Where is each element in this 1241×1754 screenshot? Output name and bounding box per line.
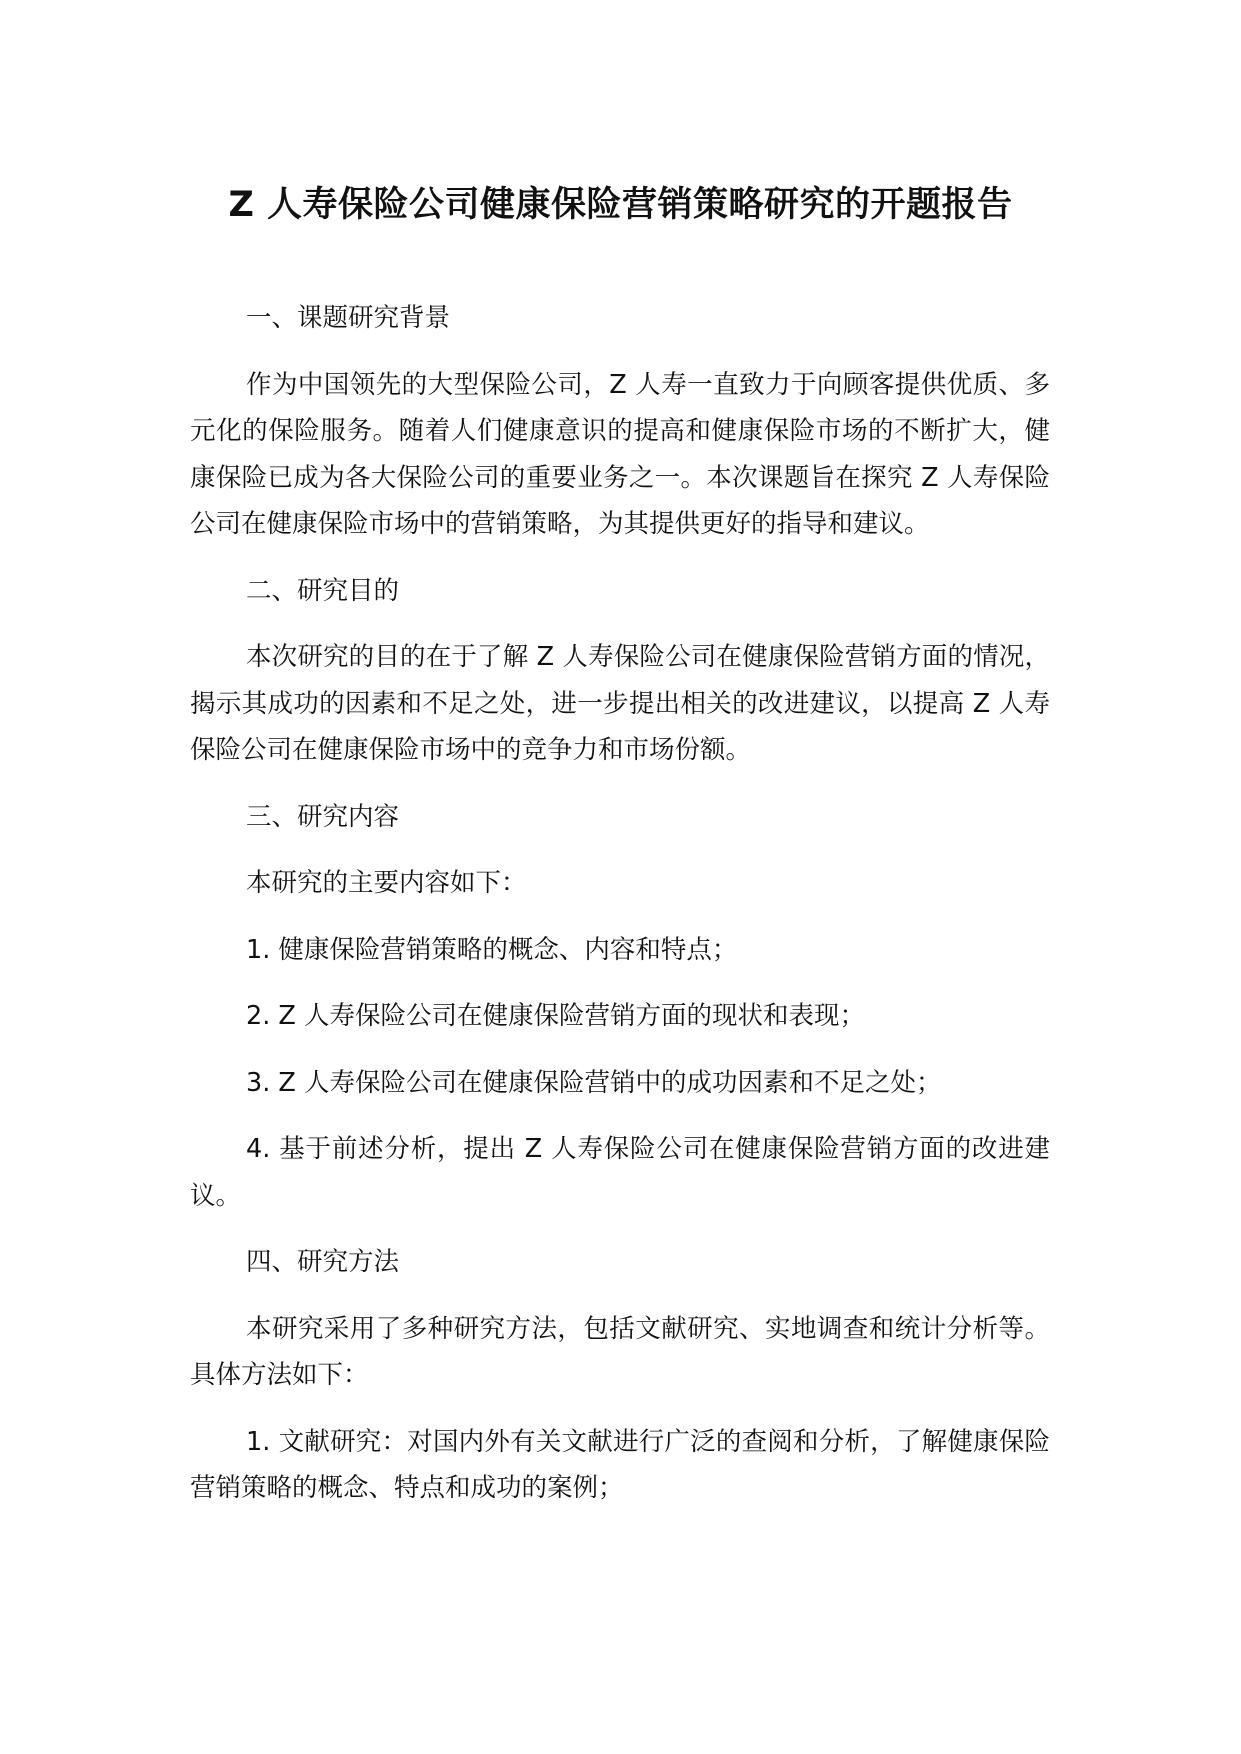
list-item-content-2: 2. Z 人寿保险公司在健康保险营销方面的现状和表现；: [246, 1001, 866, 1031]
section-heading-purpose: 二、研究目的: [246, 575, 400, 606]
paragraph-background: 作为中国领先的大型保险公司，Z 人寿一直致力于向顾客提供优质、多元化的保险服务。随着人们健康意识的提高和健康保险市场的不断扩大，健康保险已成为各大保险公司的重要业务之一。本次课题旨在探究 Z 人寿保险公司在健康保险市场中的营销策略，为其提供更好的指导和建议。: [190, 369, 1050, 539]
list-item-method-1: 1. 文献研究：对国内外有关文献进行广泛的查阅和分析，了解健康保险营销策略的概念、特点和成功的案例；: [190, 1426, 1050, 1503]
section-heading-methods: 四、研究方法: [246, 1247, 400, 1277]
list-item-content-4: 4. 基于前述分析，提出 Z 人寿保险公司在健康保险营销方面的改进建议。: [190, 1134, 1050, 1211]
section-heading-content: 三、研究内容: [246, 801, 400, 832]
document-title: Z 人寿保险公司健康保险营销策略研究的开题报告: [228, 185, 1013, 225]
list-item-content-1: 1. 健康保险营销策略的概念、内容和特点；: [246, 934, 738, 965]
list-item-content-3: 3. Z 人寿保险公司在健康保险营销中的成功因素和不足之处；: [246, 1067, 942, 1098]
paragraph-methods-intro: 本研究采用了多种研究方法，包括文献研究、实地调查和统计分析等。具体方法如下：: [190, 1313, 1050, 1390]
paragraph-purpose: 本次研究的目的在于了解 Z 人寿保险公司在健康保险营销方面的情况，揭示其成功的因素和不足之处，进一步提出相关的改进建议，以提高 Z 人寿保险公司在健康保险市场中的竞争力和市场份额。: [190, 642, 1050, 765]
document-body: [190, 295, 1050, 1532]
section-heading-background: 一、课题研究背景: [246, 303, 451, 333]
paragraph-content-intro: 本研究的主要内容如下：: [246, 868, 527, 898]
